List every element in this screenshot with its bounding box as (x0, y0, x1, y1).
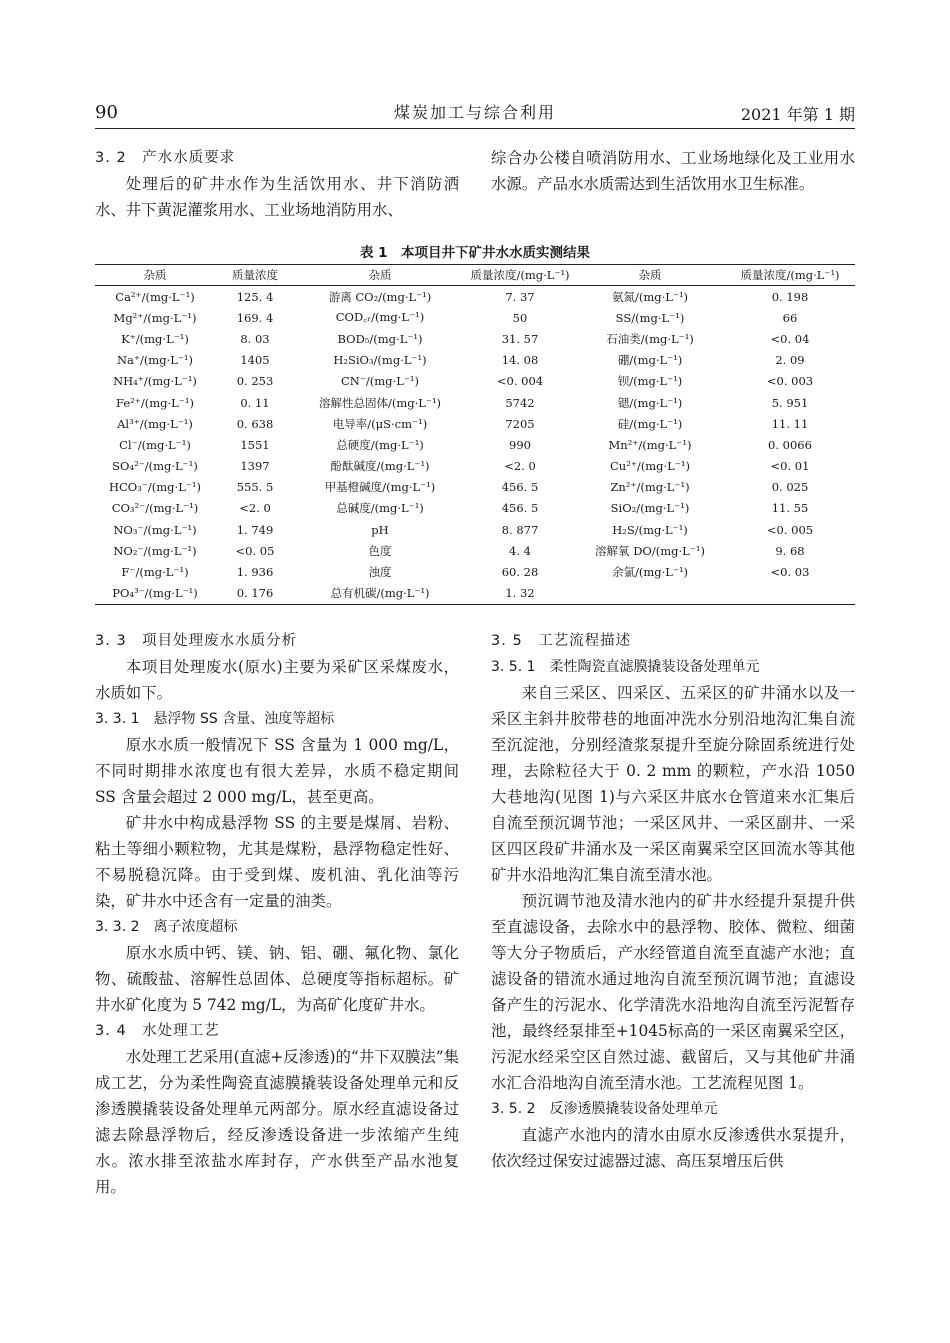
table-cell: Cl⁻/(mg·L⁻¹) (119, 437, 191, 452)
table-cell: 4. 4 (509, 543, 531, 558)
table-cell: 1. 749 (236, 522, 274, 537)
table-cell: 8. 03 (240, 331, 270, 346)
table-cell: 456. 5 (501, 480, 539, 495)
section-heading-3-5: 3. 5 工艺流程描述 (491, 633, 632, 649)
table-cell: pH (371, 522, 389, 537)
table-cell (725, 583, 855, 605)
table-cell: 余氯/(mg·L⁻¹) (611, 565, 689, 580)
table-cell: CN⁻/(mg·L⁻¹) (340, 374, 420, 389)
table-cell: <0. 05 (235, 543, 275, 558)
table-cell: H₂S/(mg·L⁻¹) (612, 522, 688, 537)
table-cell: 0. 176 (215, 583, 295, 605)
table-header-cell: 质量浓度 (215, 265, 295, 286)
table-cell: Mg²⁺/(mg·L⁻¹) (113, 310, 197, 325)
table-cell: 浊度 (368, 565, 392, 580)
page-header (95, 100, 855, 126)
table-cell: 2. 09 (775, 353, 805, 368)
table-header-cell: 质量浓度/(mg·L⁻¹) (725, 265, 855, 286)
table-cell: 169. 4 (236, 310, 274, 325)
table-row (95, 561, 855, 582)
table-cell: 0. 198 (771, 289, 809, 304)
table-header-cell: 质量浓度/(mg·L⁻¹) (465, 265, 575, 286)
table-cell: 1397 (240, 459, 270, 474)
table-cell: 14. 08 (501, 353, 539, 368)
table-cell: 钡/(mg·L⁻¹) (617, 374, 683, 389)
table-cell: 5742 (505, 395, 535, 410)
table-row (95, 392, 855, 413)
paragraph: 原水水质中钙、镁、钠、铝、硼、氟化物、氯化物、硫酸盐、溶解性总固体、总硬度等指标超标。矿井水矿化度为 5 742 mg/L，为高矿化度矿井水。 (95, 944, 459, 1014)
section-heading-3-3-1: 3. 3. 1 悬浮物 SS 含量、浊度等超标 (95, 711, 335, 727)
table-cell: 7205 (505, 416, 535, 431)
issue-label: 2021 年第 1 期 (740, 105, 855, 124)
paragraph: 直滤产水池内的清水由原水反渗透供水泵提升，依次经过保安过滤器过滤、高压泵增压后供 (491, 1126, 855, 1170)
table-row (95, 350, 855, 371)
table-cell: NO₃⁻/(mg·L⁻¹) (113, 522, 197, 537)
page-number: 90 (95, 102, 118, 123)
table-cell: 硅/(mg·L⁻¹) (617, 416, 683, 431)
water-quality-table (95, 264, 855, 605)
table-cell: 0. 11 (240, 395, 270, 410)
table-cell: 8. 877 (501, 522, 539, 537)
table-cell: Al³⁺/(mg·L⁻¹) (117, 416, 193, 431)
table-header-cell: 杂质 (575, 265, 725, 286)
table-cell: COD꜀ᵣ/(mg·L⁻¹) (335, 310, 425, 325)
table-cell: 7. 37 (505, 289, 535, 304)
table-cell: <0. 04 (770, 331, 810, 346)
table-cell: 0. 638 (236, 416, 274, 431)
table-cell: BOD₅/(mg·L⁻¹) (337, 331, 423, 346)
table-cell: 1. 936 (236, 565, 274, 580)
table-cell: 990 (509, 437, 531, 452)
table-cell: 5. 951 (771, 395, 809, 410)
table-cell: 总碱度/(mg·L⁻¹) (336, 501, 424, 516)
table-cell: <2. 0 (239, 501, 271, 516)
table-row (95, 456, 855, 477)
table-cell: 555. 5 (236, 480, 274, 495)
table-cell: 1551 (240, 437, 270, 452)
table-cell (575, 583, 725, 605)
header-rule (95, 128, 855, 129)
table-cell: 11. 55 (771, 501, 809, 516)
left-column (95, 628, 459, 1200)
table-cell: 31. 57 (501, 331, 539, 346)
table-row (95, 371, 855, 392)
table-cell: <0. 004 (496, 374, 544, 389)
table-cell: SiO₂/(mg·L⁻¹) (610, 501, 690, 516)
table-caption: 表 1 本项目井下矿井水水质实测结果 (359, 245, 591, 261)
table-body (95, 286, 855, 605)
table-cell: Mn²⁺/(mg·L⁻¹) (608, 437, 692, 452)
paragraph: 处理后的矿井水作为生活饮用水、井下消防洒水、井下黄泥灌浆用水、工业场地消防用水、 (95, 175, 459, 219)
table-row (95, 328, 855, 349)
table-cell: 甲基橙碱度/(mg·L⁻¹) (324, 480, 436, 495)
table-row (95, 286, 855, 308)
paragraph: 本项目处理废水(原水)主要为采矿区采煤废水，水质如下。 (95, 658, 459, 702)
table-row (95, 477, 855, 498)
top-right-column (491, 145, 855, 197)
table-cell: CO₃²⁻/(mg·L⁻¹) (111, 501, 199, 516)
table-cell: NH₄⁺/(mg·L⁻¹) (113, 374, 197, 389)
table-cell: SO₄²⁻/(mg·L⁻¹) (112, 459, 198, 474)
table-cell: 酚酞碱度/(mg·L⁻¹) (330, 459, 430, 474)
paragraph: 预沉调节池及清水池内的矿井水经提升泵提升供至直滤设备，去除水中的悬浮物、胶体、微粒、细菌等大分子物质后，产水经管道自流至直滤产水池；直滤设备的错流水通过地沟自流至预沉调节池；直滤设备产生的污泥水、化学清洗水沿地沟自流至污泥暂存池，最终经泵排至+1045标高的一采区南翼采空区，污泥水经采空区自然过滤、截留后，又与其他矿井涌水汇合沿地沟自流至清水池。工艺流程见图 1。 (491, 892, 855, 1092)
paragraph: 矿井水中构成悬浮物 SS 的主要是煤屑、岩粉、粘土等细小颗粒物，尤其是煤粉，悬浮物稳定性好、不易脱稳沉降。由于受到煤、废机油、乳化油等污染，矿井水中还含有一定量的油类。 (95, 814, 459, 910)
section-heading-3-5-2: 3. 5. 2 反渗透膜撬装设备处理单元 (491, 1101, 718, 1117)
table-cell: HCO₃⁻/(mg·L⁻¹) (108, 480, 202, 495)
paragraph: 来自三采区、四采区、五采区的矿井涌水以及一采区主斜井胶带巷的地面冲洗水分别沿地沟汇集自流至沉淀池，分别经渣浆泵提升至旋分除固系统进行处理，去除粒径大于 0. 2 mm 的颗粒，产水沿 1050 大巷地沟(见图 1)与六采区井底水仓管道来水汇集后自流至预沉调节池；一采区风井、一采区副井、一采区四区段矿井涌水及一采区南翼采空区回流水等其他矿井水沿地沟汇集自流至清水池。 (491, 684, 855, 884)
section-heading-3-4: 3. 4 水处理工艺 (95, 1023, 220, 1039)
table-cell: 电导率/(μS·cm⁻¹) (332, 416, 428, 431)
section-heading-3-3: 3. 3 项目处理废水水质分析 (95, 633, 298, 649)
table-cell: NO₂⁻/(mg·L⁻¹) (113, 543, 197, 558)
paragraph: 水处理工艺采用(直滤+反渗透)的“井下双膜法”集成工艺，分为柔性陶瓷直滤膜撬装设备处理单元和反渗透膜撬装设备处理单元两部分。原水经直滤设备过滤去除悬浮物后，经反渗透设备进一步浓缩产生纯水。浓水排至浓盐水库封存，产水供至产品水池复用。 (95, 1048, 459, 1196)
table-cell: 0. 253 (236, 374, 274, 389)
table-cell: <0. 003 (766, 374, 814, 389)
table-cell: <0. 01 (770, 459, 810, 474)
table-cell: 石油类/(mg·L⁻¹) (606, 331, 694, 346)
table-cell: Ca²⁺/(mg·L⁻¹) (115, 289, 195, 304)
table-row (95, 498, 855, 519)
table-header-cell: 杂质 (95, 265, 215, 286)
table-cell: 456. 5 (501, 501, 539, 516)
table-cell: <2. 0 (504, 459, 536, 474)
right-column (491, 628, 855, 1174)
table-cell: 60. 28 (501, 565, 539, 580)
table-header-row (95, 265, 855, 286)
table-cell: 氨氮/(mg·L⁻¹) (611, 289, 689, 304)
table-cell: 总硬度/(mg·L⁻¹) (336, 437, 424, 452)
table-cell: 色度 (368, 543, 392, 558)
table-row (95, 434, 855, 455)
table-row (95, 583, 855, 605)
table-cell: 9. 68 (775, 543, 805, 558)
table-header-cell: 杂质 (295, 265, 465, 286)
table-row (95, 519, 855, 540)
table-cell: 125. 4 (236, 289, 274, 304)
table-cell: 0. 0066 (768, 437, 812, 452)
table-cell: Fe²⁺/(mg·L⁻¹) (116, 395, 194, 410)
table-cell: Cu²⁺/(mg·L⁻¹) (610, 459, 690, 474)
section-heading-3-2: 3. 2 产水水质要求 (95, 150, 236, 166)
table-cell: <0. 005 (766, 522, 814, 537)
table-cell: 总有机碳/(mg·L⁻¹) (295, 583, 465, 605)
table-cell: 溶解性总固体/(mg·L⁻¹) (318, 395, 442, 410)
table-cell: 11. 11 (771, 416, 809, 431)
table-row (95, 540, 855, 561)
table-cell: F⁻/(mg·L⁻¹) (121, 565, 189, 580)
table-cell: 游离 CO₂/(mg·L⁻¹) (328, 289, 432, 304)
table-cell: 50 (512, 310, 528, 325)
paragraph: 原水水质一般情况下 SS 含量为 1 000 mg/L，不同时期排水浓度也有很大差异，水质不稳定期间 SS 含量会超过 2 000 mg/L，甚至更高。 (95, 736, 459, 806)
table-row (95, 307, 855, 328)
paragraph: 综合办公楼自喷消防用水、工业场地绿化及工业用水水源。产品水水质需达到生活饮用水卫生标准。 (491, 149, 855, 193)
table-cell: PO₄³⁻/(mg·L⁻¹) (95, 583, 215, 605)
table-cell: SS/(mg·L⁻¹) (615, 310, 685, 325)
table-cell: 1405 (240, 353, 270, 368)
table-cell: 锶/(mg·L⁻¹) (617, 395, 683, 410)
table-cell: 1. 32 (465, 583, 575, 605)
table-cell: 0. 025 (771, 480, 809, 495)
table-cell: H₂SiO₃/(mg·L⁻¹) (333, 353, 427, 368)
table-cell: Na⁺/(mg·L⁻¹) (116, 353, 194, 368)
section-heading-3-3-2: 3. 3. 2 离子浓度超标 (95, 919, 238, 935)
table-cell: Zn²⁺/(mg·L⁻¹) (610, 480, 690, 495)
section-heading-3-5-1: 3. 5. 1 柔性陶瓷直滤膜撬装设备处理单元 (491, 659, 760, 675)
top-left-column (95, 145, 459, 223)
table-cell: <0. 03 (770, 565, 810, 580)
table-row (95, 413, 855, 434)
table-cell: 66 (782, 310, 798, 325)
journal-title: 煤炭加工与综合利用 (393, 103, 556, 122)
table-cell: K⁺/(mg·L⁻¹) (121, 331, 189, 346)
table-cell: 溶解氧 DO/(mg·L⁻¹) (595, 543, 705, 558)
table-cell: 硼/(mg·L⁻¹) (617, 353, 683, 368)
